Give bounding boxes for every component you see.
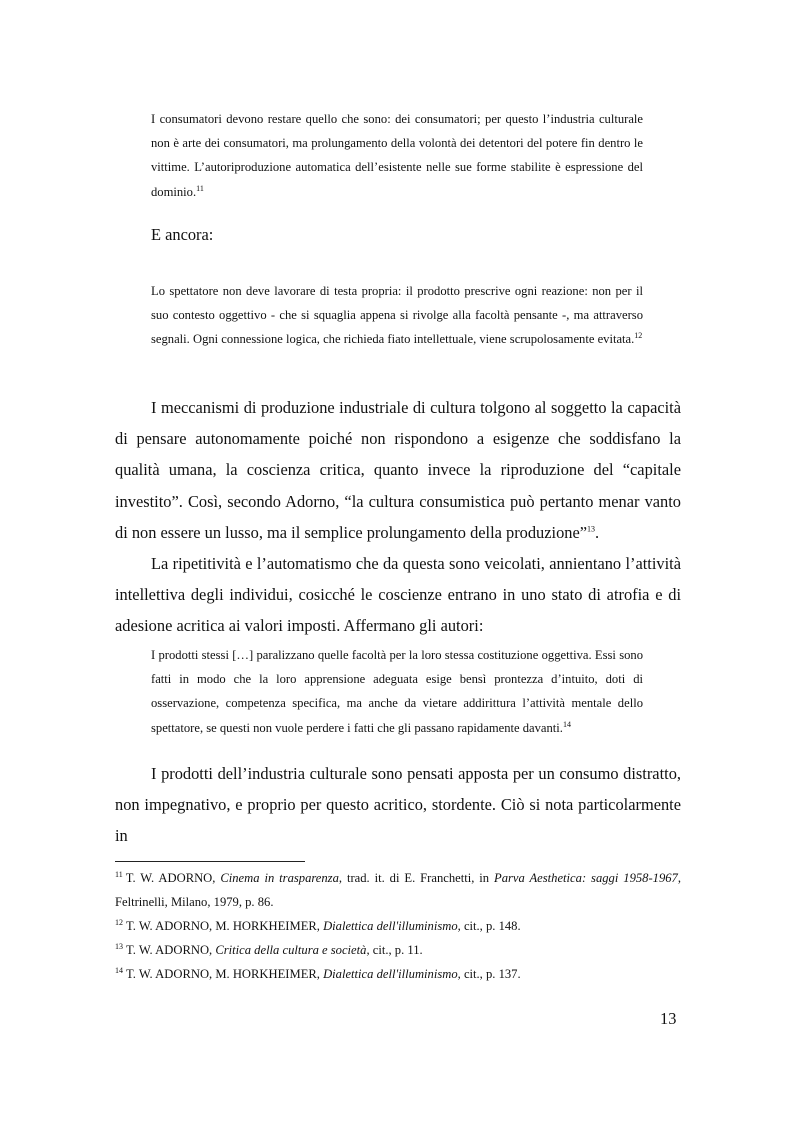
- footnote-11: $^{11}$ T. W. ADORNO, Cinema in trasparenza, trad. it. di E. Franchetti, in Parva Aesthetica: saggi 1958-1967, Feltrinelli, Milano, 1979, p. 86.: [115, 869, 681, 909]
- body-paragraph-2: La ripetitività e l’automatismo che da questa sono veicolati, annientano l’attività intellettiva degli individui, cosicché le coscienze entrano in uno stato di atrofia e di adesione acritica ai valori imposti. Affermano gli autori:: [115, 554, 681, 636]
- footnote-14: $^{14}$ T. W. ADORNO, M. HORKHEIMER, Dialettica dell'illuminismo, cit., p. 137.: [115, 965, 521, 981]
- body-section-1: [115, 392, 681, 642]
- footnote-separator: [115, 861, 305, 862]
- block-quote-3-text: I prodotti stessi […] paralizzano quelle facoltà per la loro stessa costituzione oggettiva. Essi sono fatti in modo che la loro apprensione adeguata esige bensì prontezza d’intuito, doti di osservazione, competenza specifica, ma anche da vietare addirittura l’attività mentale dello spettatore, se questi non vuole perdere i fatti che gli passano rapidamente davanti.$^{14}$: [151, 648, 643, 735]
- page-number: 13: [660, 1009, 677, 1028]
- block-quote-1: [151, 107, 643, 204]
- block-quote-1-text: I consumatori devono restare quello che sono: dei consumatori; per questo l’industria culturale non è arte dei consumatori, ma prolungamento della volontà dei detentori del potere fin dentro le vittime. L’autoriproduzione automatica dell’esistente nelle sue forme stabilite è espressione del dominio.$^{11}$: [151, 112, 643, 199]
- body-section-2: [115, 758, 681, 852]
- note-ref-13[interactable]: 13: [587, 524, 596, 534]
- body-paragraph-1: I meccanismi di produzione industriale di cultura tolgono al soggetto la capacità di pensare autonomamente poiché non rispondono a esigenze che soddisfano la qualità umana, la coscienza critica, quanto invece la riproduzione del “capitale investito”. Così, secondo Adorno, “la cultura consumistica può pertanto menar vanto di non essere un lusso, ma il semplice prolungamento della produzione”$^{13}$.: [115, 398, 681, 542]
- note-ref-11[interactable]: 11: [196, 183, 204, 193]
- block-quote-3: [151, 643, 643, 740]
- block-quote-2: [151, 279, 643, 352]
- footnotes: [115, 866, 681, 986]
- interlude-text: E ancora:: [151, 225, 214, 244]
- block-quote-2-text: Lo spettatore non deve lavorare di testa propria: il prodotto prescrive ogni reazione: non per il suo contesto oggettivo - che si squaglia appena si rivolge alla facoltà pensante -, ma attraverso segnali. Ogni connessione logica, che richieda fiato intellettuale, viene scrupolosamente evitata.$^{12}$: [151, 284, 643, 347]
- body-paragraph-3: I prodotti dell’industria culturale sono pensati apposta per un consumo distratto, non impegnativo, e proprio per questo acritico, stordente. Ciò si nota particolarmente in: [115, 764, 681, 846]
- footnote-12: $^{12}$ T. W. ADORNO, M. HORKHEIMER, Dialettica dell'illuminismo, cit., p. 148.: [115, 917, 521, 933]
- note-ref-14[interactable]: 14: [562, 719, 571, 729]
- note-ref-12[interactable]: 12: [634, 331, 643, 341]
- footnote-13: $^{13}$ T. W. ADORNO, Critica della cultura e società, cit., p. 11.: [115, 941, 423, 957]
